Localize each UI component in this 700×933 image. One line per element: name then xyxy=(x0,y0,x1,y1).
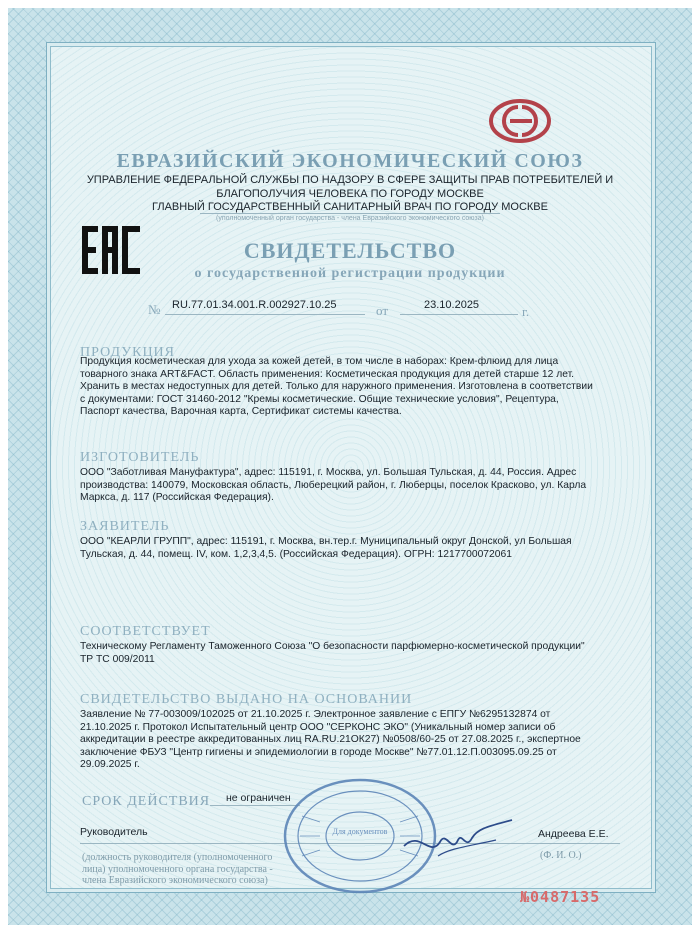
agency-line-3: ГЛАВНЫЙ ГОСУДАРСТВЕННЫЙ САНИТАРНЫЙ ВРАЧ ПО ГОРОДУ МОСКВЕ xyxy=(152,201,548,213)
product-line: Паспорт качества, Варочная карта, Сертификат системы качества. xyxy=(80,406,402,417)
number-label: № xyxy=(148,302,161,317)
head-label: Руководитель xyxy=(80,826,148,838)
manufacturer-line: производства: 140079, Московская область, Люберецкий район, г. Люберцы, поселок Красково, ул. Карла xyxy=(80,479,587,491)
applicant-line: ООО "КЕАРЛИ ГРУПП", адрес: 115191, г. Москва, вн.тер.г. Муниципальный округ Донской, ул Большая xyxy=(80,536,572,547)
certificate-title: СВИДЕТЕЛЬСТВО xyxy=(243,238,457,263)
applicant-heading: ЗАЯВИТЕЛЬ xyxy=(80,519,170,534)
conforms-line: Техническому Регламенту Таможенного Союза "О безопасности парфюмерно-косметической продукции" xyxy=(80,641,585,652)
position-caption-line: лица) уполномоченного органа государства - xyxy=(82,863,273,875)
signature-scribble-icon xyxy=(400,810,520,870)
product-line: Хранить в местах недоступных для детей. Только для наружного применения. Изготовлена в соответствии xyxy=(80,381,593,392)
product-text xyxy=(80,356,640,419)
serial-number: №0487135 xyxy=(520,888,601,906)
number-underline xyxy=(165,314,365,315)
product-heading: ПРОДУКЦИЯ xyxy=(80,345,176,360)
year-suffix: г. xyxy=(522,304,530,319)
agency-caption: (уполномоченный орган государства - члена Евразийского экономического союза) xyxy=(200,213,500,222)
manufacturer-heading: ИЗГОТОВИТЕЛЬ xyxy=(80,450,200,465)
basis-heading: СВИДЕТЕЛЬСТВО ВЫДАНО НА ОСНОВАНИИ xyxy=(80,692,413,707)
certificate-date: 23.10.2025 xyxy=(424,299,480,311)
manufacturer-text xyxy=(80,467,640,505)
head-name: Андреева Е.Е. xyxy=(538,828,609,840)
agency-line-2: БЛАГОПОЛУЧИЯ ЧЕЛОВЕКА ПО ГОРОДУ МОСКВЕ xyxy=(216,187,484,200)
basis-text xyxy=(80,709,640,772)
stamp-text: Для документов xyxy=(332,827,388,836)
agency-block xyxy=(0,174,700,215)
applicant-text xyxy=(80,536,640,561)
union-title: ЕВРАЗИЙСКИЙ ЭКОНОМИЧЕСКИЙ СОЮЗ xyxy=(116,150,584,172)
certificate-subtitle: о государственной регистрации продукции xyxy=(194,266,506,281)
product-line: с документами: ГОСТ 31460-2012 "Кремы косметические. Общие технические условия", Рецептура, xyxy=(80,393,559,405)
manufacturer-line: ООО "Заботливая Мануфактура", адрес: 115191, г. Москва, ул. Большая Тульская, д. 44, Россия. Адрес xyxy=(80,467,577,478)
conforms-text xyxy=(80,641,640,666)
conforms-heading: СООТВЕТСТВУЕТ xyxy=(80,624,211,639)
basis-line: аккредитации в реестре аккредитованных лиц RA.RU.21ОК27) №0508/60-25 от 27.08.2025 г., экспертное xyxy=(80,734,581,745)
position-caption-line: (должность руководителя (уполномоченного xyxy=(82,852,273,863)
basis-line: 21.10.2025 г. Протокол Испытательный центр ООО "СЕРКОНС ЭКО" (Уникальный номер записи об xyxy=(80,721,556,733)
ce-emblem-icon xyxy=(488,98,552,144)
product-line: Продукция косметическая для ухода за кожей детей, в том числе в наборах: Крем-флюид для лица xyxy=(80,356,559,367)
basis-line: 29.09.2025 г. xyxy=(80,759,140,770)
manufacturer-line: Маркса, д. 117 (Российская Федерация). xyxy=(80,492,274,503)
basis-line: Заявление № 77-003009/102025 от 21.10.2025 г. Электронное заявление с ЕПГУ №6295132874 от xyxy=(80,709,551,720)
conforms-line: ТР ТС 009/2011 xyxy=(80,653,155,665)
validity-value: не ограничен xyxy=(226,792,291,804)
basis-line: заключение ФБУЗ "Центр гигиены и эпидемиологии в городе Москве" №77.01.12.П.003095.09.25 от xyxy=(80,746,557,758)
position-caption-line: члена Евразийского экономического союза) xyxy=(82,875,268,886)
validity-heading: СРОК ДЕЙСТВИЯ xyxy=(82,794,211,809)
certificate-number: RU.77.01.34.001.R.002927.10.25 xyxy=(172,299,337,311)
applicant-line: Тульская, д. 44, помещ. IV, ком. 1,2,3,4,5. (Российская Федерация). ОГРН: 1217700072061 xyxy=(80,548,512,560)
product-line: товарного знака ART&FACT. Область применения: Косметическая продукция для детей старше 12 лет. xyxy=(80,368,575,380)
date-underline xyxy=(400,314,518,315)
agency-line-1: УПРАВЛЕНИЕ ФЕДЕРАЛЬНОЙ СЛУЖБЫ ПО НАДЗОРУ В СФЕРЕ ЗАЩИТЫ ПРАВ ПОТРЕБИТЕЛЕЙ И xyxy=(86,174,614,186)
fio-caption: (Ф. И. О.) xyxy=(540,850,582,861)
date-label: от xyxy=(376,303,389,318)
position-caption xyxy=(82,852,273,887)
